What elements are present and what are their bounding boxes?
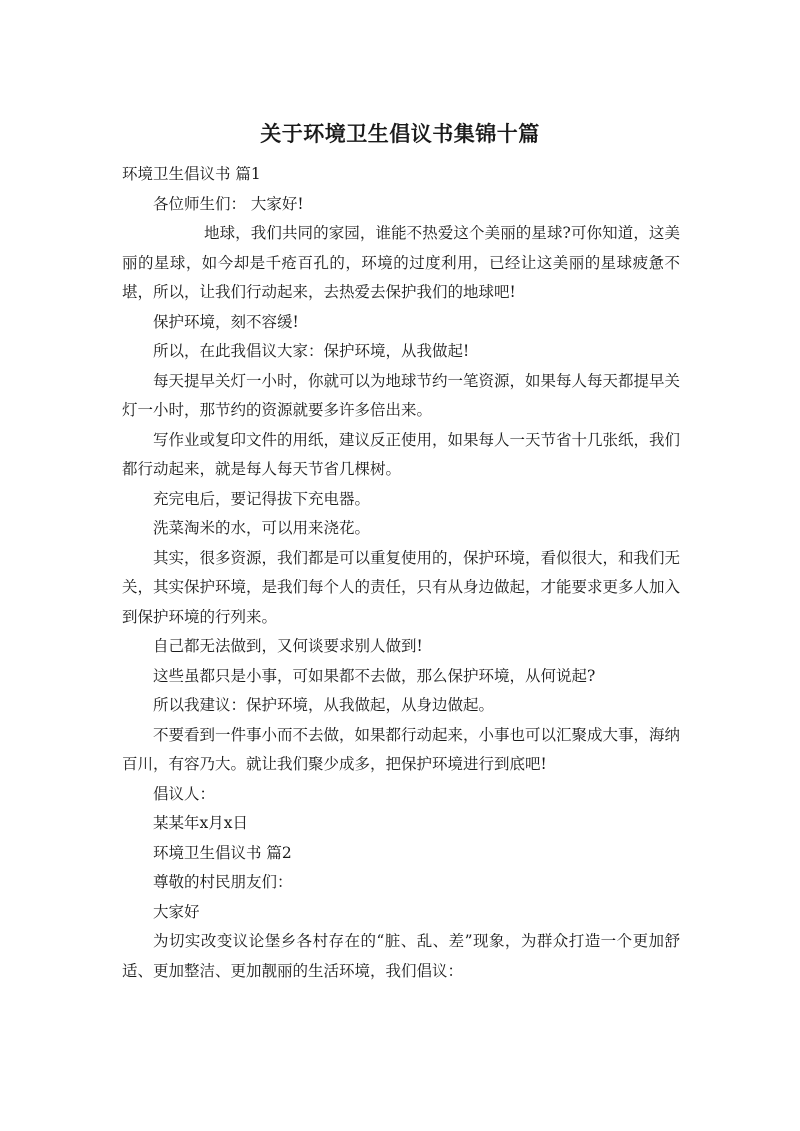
greeting: 大家好: [153, 902, 200, 921]
paragraph: 不要看到一件事小而不去做，如果都行动起来，小事也可以汇聚成大事，海纳百川，有容乃大。就让我们聚少成多，把保护环境进行到底吧!: [122, 725, 681, 773]
paragraph: 保护环境，刻不容缓!: [153, 312, 299, 331]
salutation: 尊敬的村民朋友们：: [153, 873, 293, 891]
paragraph: 洗菜淘米的水，可以用来浇花。: [153, 519, 371, 537]
paragraph: 这些虽都只是小事，可如果都不去做，那么保护环境，从何说起?: [153, 666, 596, 685]
paragraph: 所以我建议：保护环境，从我做起，从身边做起。: [153, 696, 495, 714]
salutation: 各位师生们： 大家好!: [153, 194, 304, 213]
signature-label: 倡议人：: [153, 784, 216, 803]
paragraph: 为切实改变议论堡乡各村存在的“脏、乱、差”现象，为群众打造一个更加舒适、更加整洁、更加靓丽的生活环境，我们倡议：: [122, 932, 680, 980]
date-line: 某某年x月x日: [153, 814, 248, 832]
section-heading: 环境卫生倡议书 篇1: [122, 165, 261, 183]
paragraph: 其实，很多资源，我们都是可以重复使用的，保护环境，看似很大，和我们无关，其实保护环境，是我们每个人的责任，只有从身边做起，才能要求更多人加入到保护环境的行列来。: [122, 548, 681, 626]
paragraph: 所以，在此我倡议大家：保护环境，从我做起!: [153, 342, 470, 360]
paragraph: 写作业或复印文件的用纸，建议反正使用，如果每人一天节省十几张纸，我们都行动起来，就是每人每天节省几棵树。: [122, 430, 681, 478]
paragraph: 每天提早关灯一小时，你就可以为地球节约一笔资源，如果每人每天都提早关灯一小时，那节约的资源就要多许多倍出来。: [122, 371, 681, 419]
document-title: 关于环境卫生倡议书集锦十篇: [260, 122, 540, 146]
section-heading: 环境卫生倡议书 篇2: [153, 843, 292, 862]
paragraph: 地球，我们共同的家园，谁能不热爱这个美丽的星球?可你知道，这美丽的星球，如今却是千疮百孔的，环境的过度利用，已经让这美丽的星球疲惫不堪，所以，让我们行动起来，去热爱去保护我们的地球吧!: [122, 224, 680, 301]
paragraph: 自己都无法做到，又何谈要求别人做到!: [153, 637, 423, 655]
paragraph: 充完电后，要记得拔下充电器。: [153, 489, 371, 508]
document-body: [122, 160, 680, 986]
